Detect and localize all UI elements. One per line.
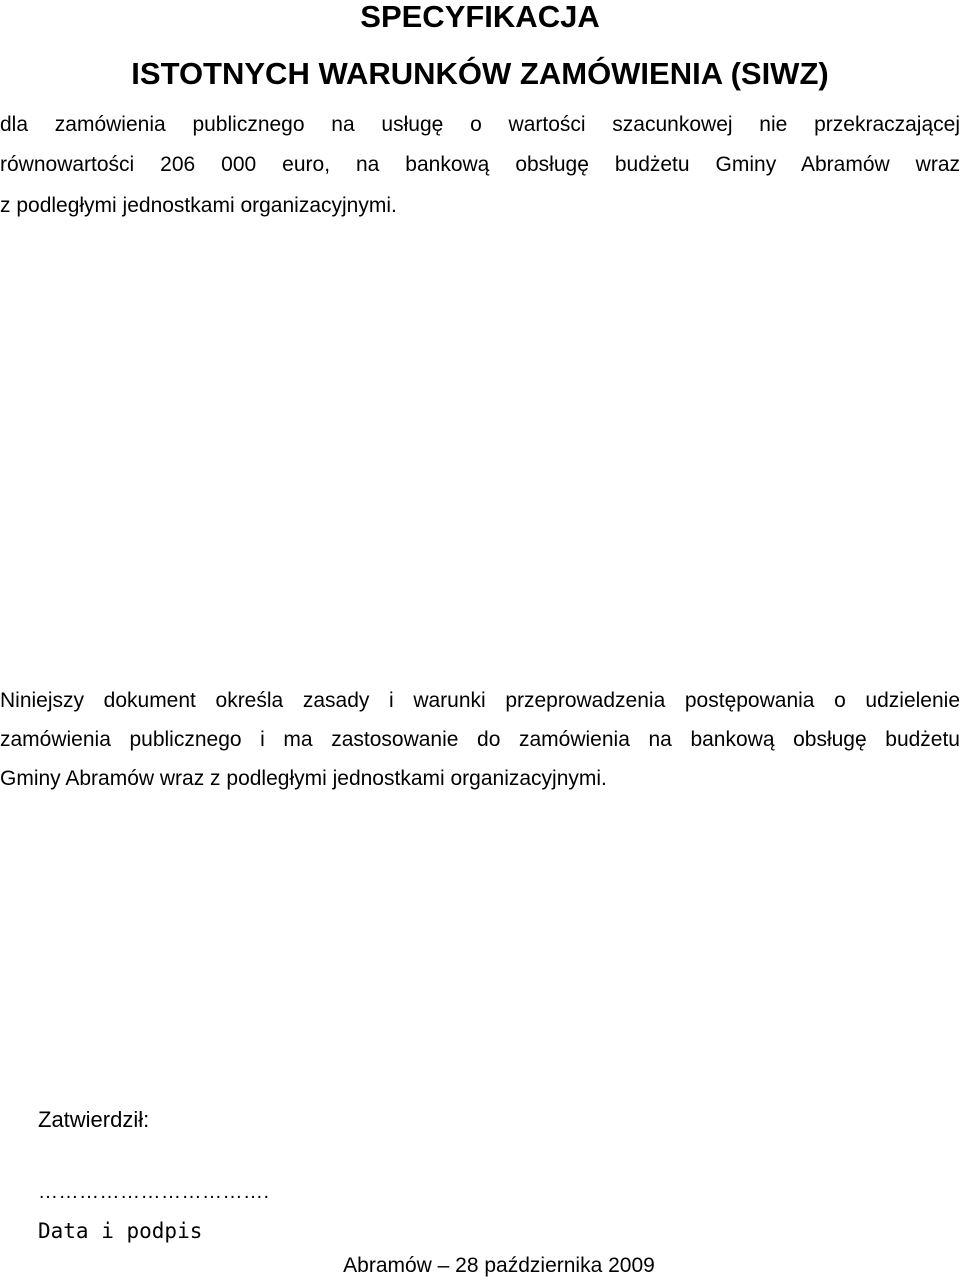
description-line-1-text: Niniejszy dokument określa zasady i warunki przeprowadzenia postępowania o udzielenie [0,689,960,712]
description-line-2 [0,722,960,758]
place-and-date: Abramów – 28 października 2009 [343,1254,655,1277]
subtitle-line-1-text: dla zamówienia publicznego na usługę o wartości szacunkowej nie przekraczającej [0,113,960,136]
signature-line: ……………………………. [38,1181,270,1203]
subtitle-line-3: z podległymi jednostkami organizacyjnymi. [0,194,397,217]
subtitle-line-2-text: równowartości 206 000 euro, na bankową obsługę budżetu Gminy Abramów wraz [0,153,960,176]
approval-label: Zatwierdził: [38,1107,150,1132]
signature-caption: Data i podpis [38,1219,203,1243]
description-line-3: Gminy Abramów wraz z podległymi jednostkami organizacyjnymi. [0,767,607,790]
subtitle-line-2 [0,147,960,183]
description-line-1 [0,683,960,719]
description-line-2-text: zamówienia publicznego i ma zastosowanie do zamówienia na bankową obsługę budżetu [0,728,960,751]
document-title-line-1: SPECYFIKACJA [360,0,600,34]
document-title-line-2: ISTOTNYCH WARUNKÓW ZAMÓWIENIA (SIWZ) [131,56,829,91]
subtitle-line-1 [0,107,960,143]
